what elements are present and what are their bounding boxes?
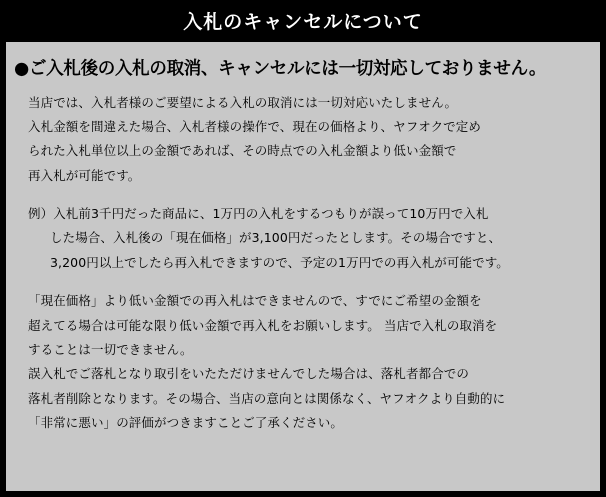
body-line: 「現在価格」より低い金額での再入札はできませんので、すでにご希望の金額を xyxy=(28,293,482,309)
body-line: 再入札が可能です。 xyxy=(28,167,141,183)
notice-headline: ●ご入札後の入札の取消、キャンセルには一切対応しておりません。 xyxy=(14,58,547,79)
body-line: 入札金額を間違えた場合、入札者様の操作で、現在の価格より、ヤフオクで定め xyxy=(28,118,481,134)
paragraph-policy xyxy=(28,91,584,189)
notice-title-bar xyxy=(6,6,600,42)
body-line: 超えてる場合は可能な限り低い金額で再入札をお願いします。 当店で入札の取消を xyxy=(28,317,498,333)
notice-body xyxy=(6,87,600,436)
body-line: 落札者削除となります。その場合、当店の意向とは関係なく、ヤフオクより自動的に xyxy=(28,390,506,406)
page-title: 入札のキャンセルについて xyxy=(183,11,423,33)
body-line: した場合、入札後の「現在価格」が3,100円だったとします。その場合ですと、 xyxy=(50,230,502,246)
paragraph-conditions xyxy=(28,289,584,435)
paragraph-example xyxy=(28,202,584,275)
body-line: 例）入札前3千円だった商品に、1万円の入札をするつもりが誤って10万円で入札 xyxy=(28,206,489,222)
body-line: 「非常に悪い」の評価がつきますことご了承ください。 xyxy=(28,415,344,431)
body-line: 誤入札でご落札となり取引をいたただけませんでした場合は、落札者都合での xyxy=(28,366,470,382)
body-line: 3,200円以上でしたら再入札できますので、予定の1万円での再入札が可能です。 xyxy=(50,254,509,270)
body-line: 当店では、入札者様のご要望による入札の取消には一切対応いたしません。 xyxy=(28,94,458,110)
body-line: することは一切できません。 xyxy=(28,341,193,357)
body-line: られた入札単位以上の金額であれば、その時点での入札金額より低い金額で xyxy=(28,143,457,159)
